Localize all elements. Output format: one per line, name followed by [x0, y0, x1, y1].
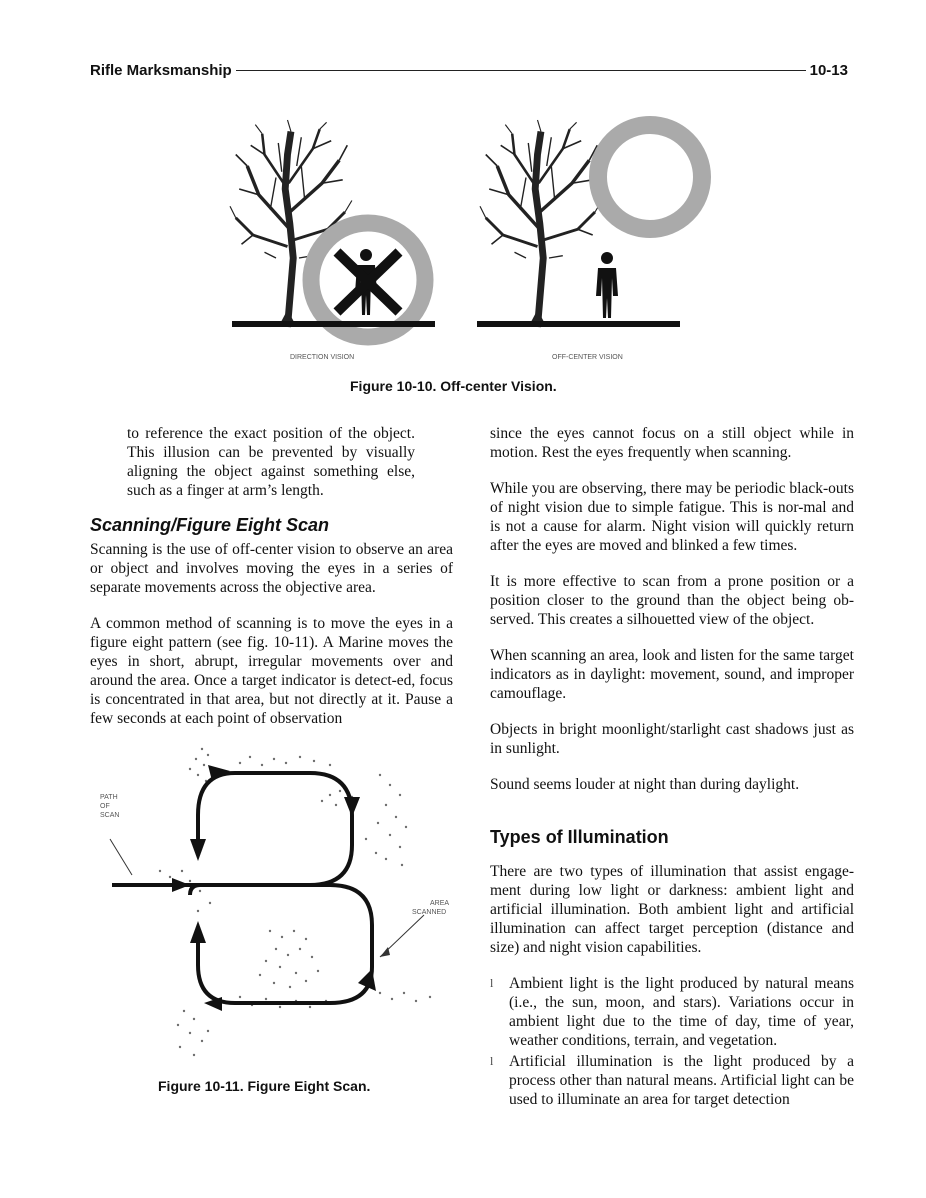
page-number: 10-13 [809, 62, 848, 79]
right-column-illumination [490, 862, 854, 1111]
right-paragraph-1: since the eyes cannot focus on a still object while in motion. Rest the eyes frequently when scanning. [490, 425, 854, 461]
path-of-scan-label-3: SCAN [100, 812, 120, 819]
list-item: l Ambient light is the light produced by natural means (i.e., the sun, moon, and stars). Variations occur in ambient light due to the time of day, time of year, weather conditions, terrain, and vegetation. [490, 975, 854, 1049]
area-scanned-label-1: AREA [430, 900, 450, 907]
off-center-vision-label: OFF-CENTER VISION [552, 354, 623, 361]
left-column-intro [127, 424, 415, 517]
figure-10-10-caption: Figure 10-10. Off-center Vision. [350, 378, 557, 394]
section-heading-illumination: Types of Illumination [490, 827, 669, 847]
right-paragraph-5: Objects in bright moonlight/starlight cast shadows just as in sunlight. [490, 721, 854, 757]
path-of-scan-label-2: OF [100, 803, 110, 810]
right-paragraph-4: When scanning an area, look and listen for the same target indicators as in daylight: movement, sound, and improper camouflage. [490, 647, 854, 702]
bullet-marker: l [490, 1054, 494, 1068]
list-item: l Artificial illumination is the light produced by a process other than natural means. Artificial light can be used to illuminate an area for target detection [490, 1053, 854, 1108]
bullet-marker: l [490, 976, 494, 990]
figure-10-11-caption: Figure 10-11. Figure Eight Scan. [158, 1078, 371, 1094]
section-heading-scanning: Scanning/Figure Eight Scan [90, 515, 330, 535]
right-paragraph-6: Sound seems louder at night than during daylight. [490, 776, 800, 793]
path-of-scan-label-1: PATH [100, 794, 118, 801]
right-column-body [490, 424, 854, 811]
header-rule [236, 70, 806, 71]
intro-paragraph: to reference the exact position of the object. This illusion can be prevented by visually aligning the object against something else, such as a finger at arm’s length. [127, 425, 415, 499]
scanning-paragraph-1: Scanning is the use of off-center vision to observe an area or object and involves moving the eyes in a series of separate movements across the objective area. [90, 541, 453, 596]
left-column-body [90, 540, 453, 745]
figure-eight-scan [90, 735, 460, 1075]
illumination-paragraph: There are two types of illumination that assist engage-ment during low light or darkness: ambient light and artificial illumination. Both ambient light and artificial illumination can affect target perception (distance and size) and night vision capabilities. [490, 863, 854, 956]
area-scanned-label-2: SCANNED [412, 909, 447, 916]
scanning-paragraph-2: A common method of scanning is to move the eyes in a figure eight pattern (see fig. 10-11). A Marine moves the eyes in short, abrupt, irregular movements over and around the area. Once a target indicator is detect-ed, focus is concentrated in that area, but not directly at it. Pause a few seconds at each point of observation [90, 615, 453, 727]
illumination-list [490, 974, 854, 1109]
right-paragraph-2: While you are observing, there may be periodic black-outs of night vision due to simple fatigue. This is nor-mal and is not a cause for alarm. Night vision will quickly return after the eyes are moved and blinked a few times. [490, 480, 854, 554]
direction-vision-label: DIRECTION VISION [290, 354, 355, 361]
running-header-title: Rifle Marksmanship [90, 62, 232, 79]
figure-off-center-vision [215, 110, 725, 372]
right-paragraph-3: It is more effective to scan from a prone position or a position closer to the ground than the object being ob-served. This creates a silhouetted view of the object. [490, 573, 854, 628]
